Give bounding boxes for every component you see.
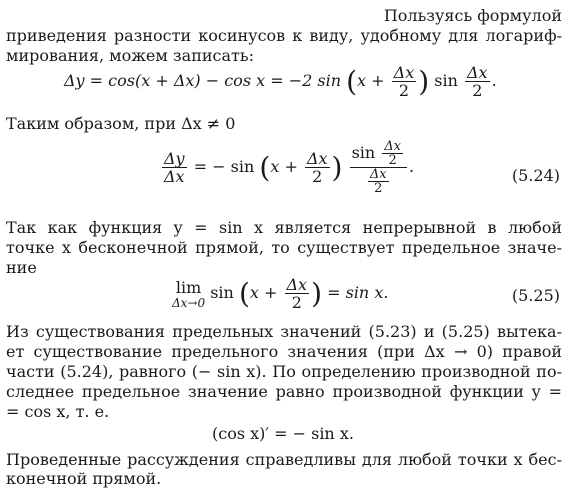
equation-number-5-24: (5.24) [511, 166, 560, 185]
eq2-big-fraction: sin $\frac{\Delta x}{2}$ $\frac{\Delta x}{2}$ [350, 140, 407, 195]
eq1-left: Δy = cos(x + Δx) − cos x = −2 sin [64, 71, 342, 90]
paragraph-existence-line-5: = cos x, т. е. [6, 402, 110, 421]
paragraph-existence-line-2: ет существование предельного значения (при Δx → 0) правой [6, 342, 562, 361]
paragraph-conclusion-line-1: Проведенные рассуждения справедливы для любой точки x бес- [6, 450, 562, 469]
paragraph-existence-line-4: следнее предельное значение равно производной функции y = [6, 382, 562, 401]
equation-derivative-cos: (cos x)′ = − sin x. [212, 424, 354, 443]
eq2-left-fraction: $\frac{\Delta y}{\Delta x}$ [164, 149, 185, 186]
paragraph-conclusion-line-2: конечной прямой. [6, 469, 162, 488]
paragraph-intro-line-2: приведения разности косинусов к виду, удобному для логариф- [6, 26, 562, 45]
paragraph-continuity-line-2: точке x бесконечной прямой, то существует предельное значе- [6, 238, 562, 257]
paragraph-continuity-line-1: Так как функция y = sin x является непрерывной в любой [6, 218, 562, 237]
eq1-fraction: $\frac{\Delta x}{2}$ [393, 63, 415, 100]
equation-5-25: lim Δx→0 sin (x + $\frac{\Delta x}{2}$ ) = sin x. [172, 275, 389, 312]
eq1-inner: x + [357, 71, 385, 90]
paragraph-continuity-line-3: ние [6, 258, 37, 277]
paragraph-intro-line-1: Пользуясь формулой [383, 6, 562, 25]
paragraph-existence-line-3: части (5.24), равного (− sin x). По определению производной по- [6, 362, 562, 381]
eq1-fraction-2: $\frac{\Delta x}{2}$ [467, 63, 488, 100]
equation-number-5-25: (5.25) [511, 286, 560, 305]
eq3-fraction: $\frac{\Delta x}{2}$ [286, 275, 308, 312]
paragraph-existence-line-1: Из существования предельных значений (5.23) и (5.25) вытека- [6, 322, 562, 341]
equation-5-24: $\frac{\Delta y}{\Delta x}$ = − sin (x + $\frac{\Delta x}{2}$ ) sin $\frac{\Delta x}{2}$ $\frac{\Delta x}{2}$ . [164, 139, 415, 196]
paragraph-thus: Таким образом, при Δx ≠ 0 [6, 114, 236, 133]
eq1-sin: sin [434, 71, 458, 90]
eq2-inner-fraction: $\frac{\Delta x}{2}$ [306, 149, 328, 186]
equation-difference-of-cosines: Δy = cos(x + Δx) − cos x = −2 sin (x + $\frac{\Delta x}{2}$ ) sin $\frac{\Delta x}{2}$ . [64, 63, 497, 100]
eq2-mid: = − sin [193, 157, 255, 176]
paragraph-intro-line-3: мирования, можем записать: [6, 46, 254, 65]
eq3-limit: lim Δx→0 [172, 278, 206, 310]
